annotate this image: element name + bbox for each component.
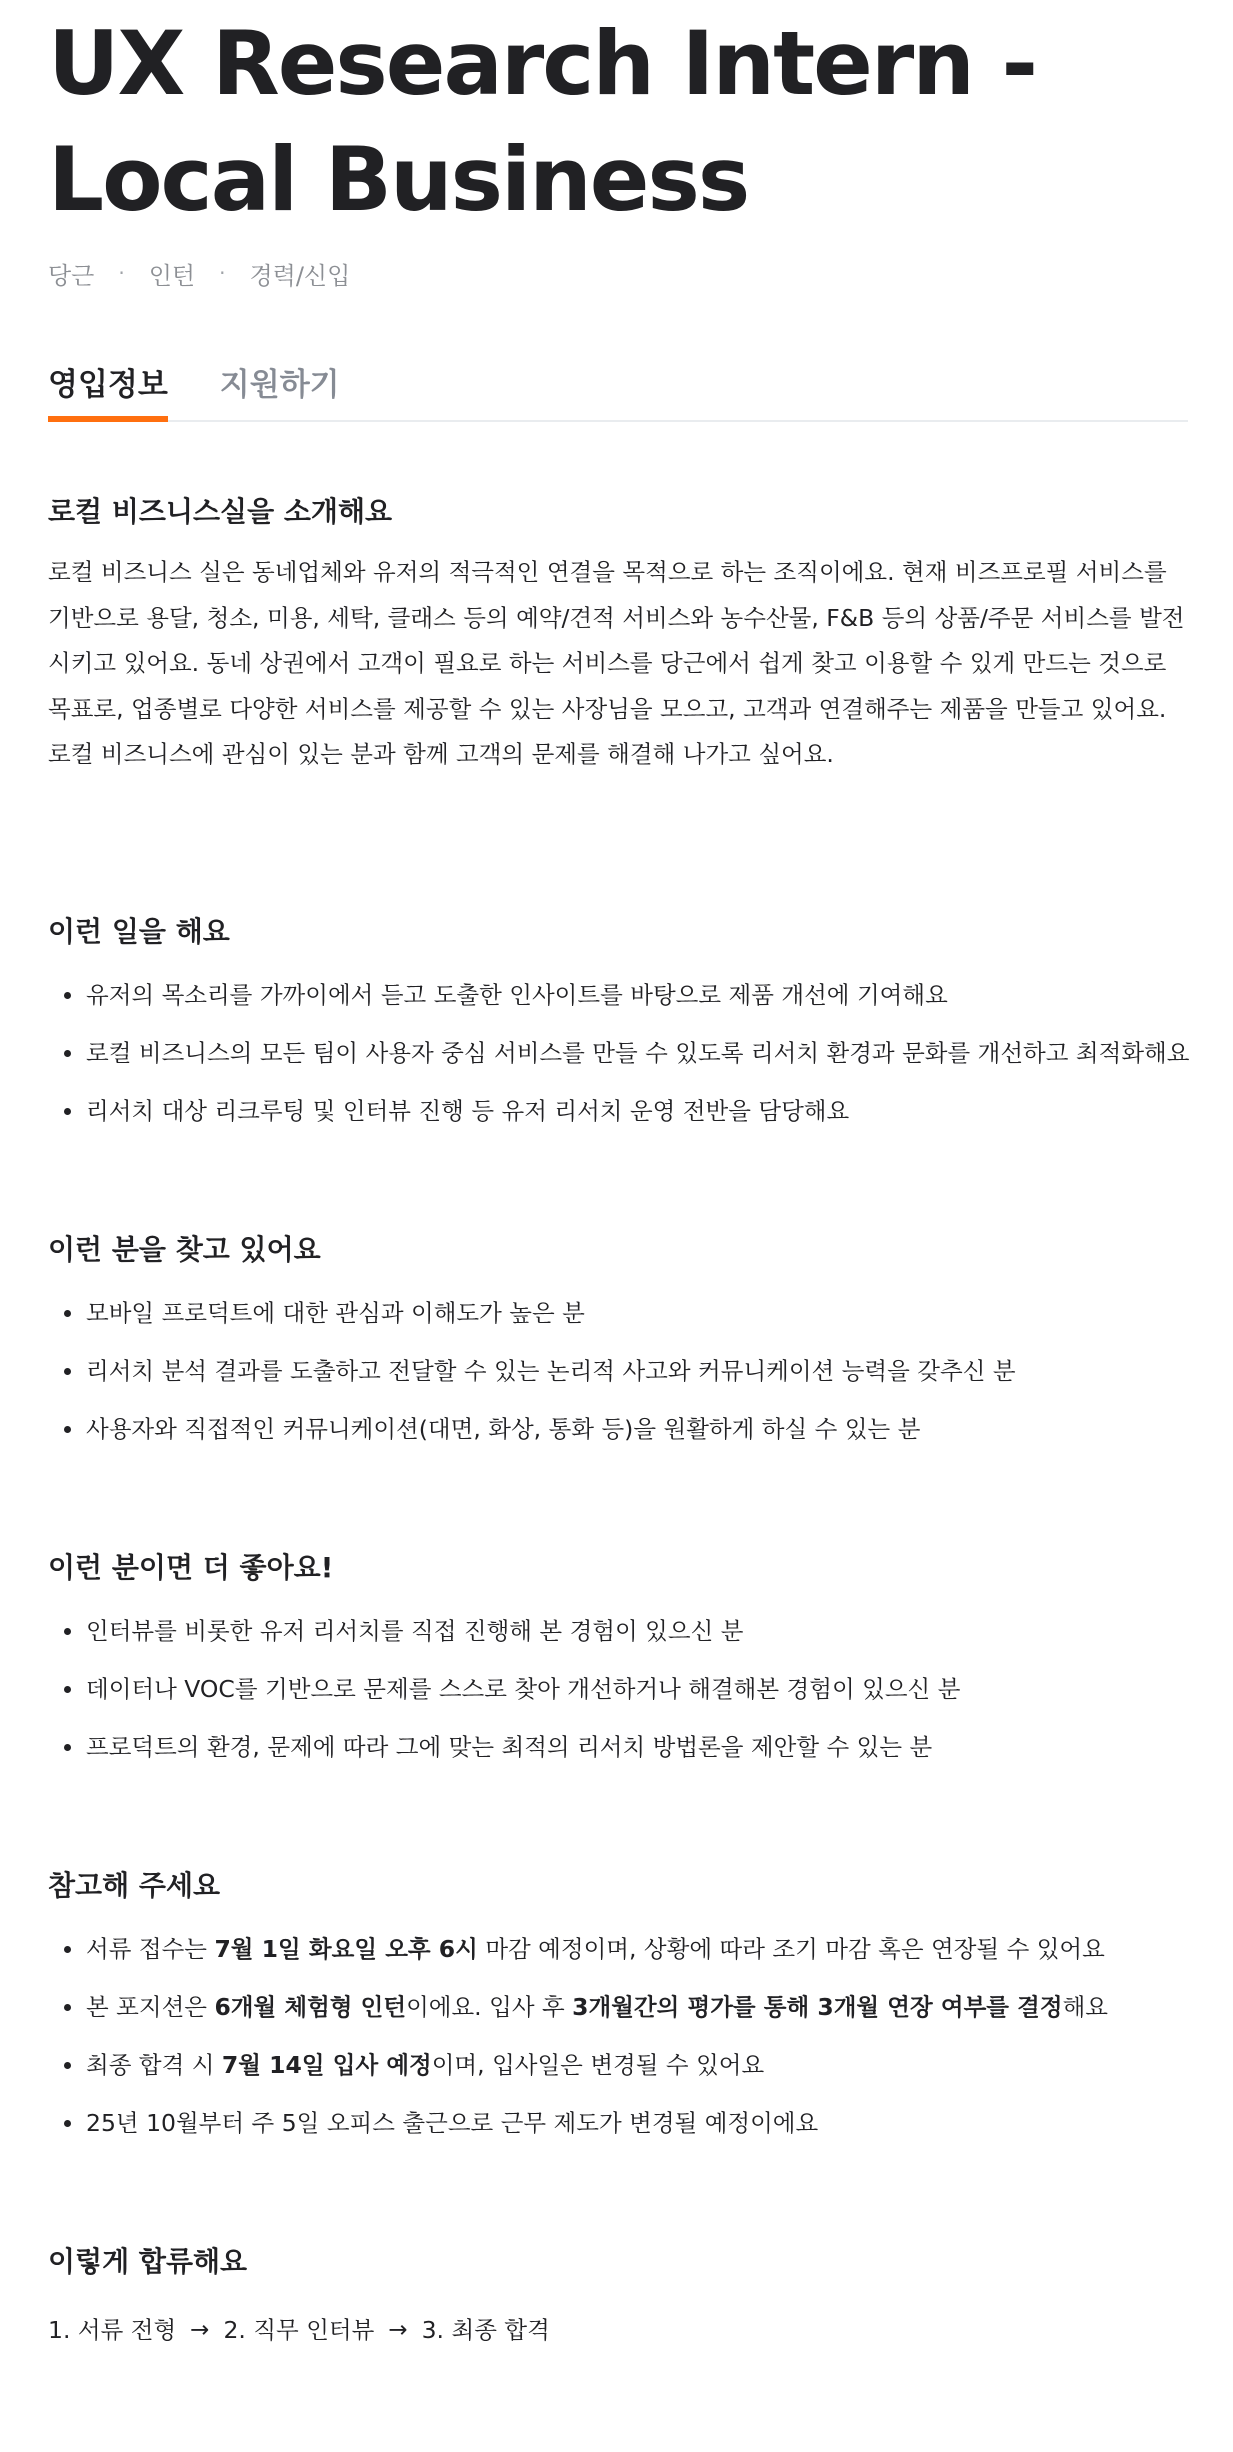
meta-separator: · (118, 261, 125, 285)
note-emphasis: 6개월 체험형 인턴 (214, 1992, 407, 2021)
process-section (48, 2242, 1185, 2350)
job-meta (48, 256, 1185, 290)
meta-company: 당근 (48, 261, 95, 290)
arrow-right-icon: → (388, 2316, 408, 2343)
notes-list (48, 1920, 1185, 2152)
requirements-list (48, 1284, 1185, 1458)
note-text: 본 포지션은 (86, 1992, 215, 2021)
note-text: 최종 합격 시 (86, 2050, 222, 2079)
notes-section (48, 1866, 1185, 2152)
list-item (86, 1978, 1185, 2036)
preferred-list (48, 1602, 1185, 1776)
intro-title: 로컬 비즈니스실을 소개해요 (48, 495, 393, 528)
list-item (86, 2036, 1185, 2094)
note-emphasis: 3개월간의 평가를 통해 3개월 연장 여부를 결정 (572, 1992, 1063, 2021)
list-item: 로컬 비즈니스의 모든 팀이 사용자 중심 서비스를 만들 수 있도록 리서치 환경과 문화를 개선하고 최적화해요 (86, 1024, 1185, 1082)
note-text: 서류 접수는 (86, 1934, 215, 1963)
arrow-right-icon: → (190, 2316, 210, 2343)
list-item: 모바일 프로덕트에 대한 관심과 이해도가 높은 분 (86, 1284, 1185, 1342)
requirements-section (48, 1230, 1185, 1458)
meta-separator: · (219, 261, 226, 285)
list-item: 데이터나 VOC를 기반으로 문제를 스스로 찾아 개선하거나 해결해본 경험이 있으신 분 (86, 1660, 1185, 1718)
job-title: UX Research Intern - Local Business (48, 12, 1037, 231)
process-step: 1. 서류 전형 (48, 2315, 177, 2344)
note-text: 마감 예정이며, 상황에 따라 조기 마감 혹은 연장될 수 있어요 (477, 1934, 1105, 1963)
notes-title: 참고해 주세요 (48, 1868, 221, 1902)
list-item: 리서치 대상 리크루팅 및 인터뷰 진행 등 유저 리서치 운영 전반을 담당해요 (86, 1082, 1185, 1140)
list-item: 프로덕트의 환경, 문제에 따라 그에 맞는 최적의 리서치 방법론을 제안할 수 있는 분 (86, 1718, 1185, 1776)
list-item: 인터뷰를 비롯한 유저 리서치를 직접 진행해 본 경험이 있으신 분 (86, 1602, 1185, 1660)
intro-body: 로컬 비즈니스 실은 동네업체와 유저의 적극적인 연결을 목적으로 하는 조직이에요. 현재 비즈프로필 서비스를 기반으로 용달, 청소, 미용, 세탁, 클래스 등의 예약/견적 서비스와 농수산물, F&B 등의 상품/주문 서비스를 발전시키고 있어요. 동네 상권에서 고객이 필요로 하는 서비스를 당근에서 쉽게 찾고 이용할 수 있게 만드는 것으로 목표로, 업종별로 다양한 서비스를 제공할 수 있는 사장님을 모으고, 고객과 연결해주는 제품을 만들고 있어요. 로컬 비즈니스에 관심이 있는 분과 함께 고객의 문제를 해결해 나가고 싶어요. (48, 558, 1185, 768)
meta-career-level: 경력/신입 (249, 261, 351, 290)
duties-list (48, 966, 1190, 1140)
duties-title: 이런 일을 해요 (48, 914, 230, 948)
list-item: 리서치 분석 결과를 도출하고 전달할 수 있는 논리적 사고와 커뮤니케이션 능력을 갖추신 분 (86, 1342, 1185, 1400)
list-item: 사용자와 직접적인 커뮤니케이션(대면, 화상, 통화 등)을 원활하게 하실 수 있는 분 (86, 1400, 1185, 1458)
hiring-process (48, 2310, 1185, 2350)
note-text: 25년 10월부터 주 5일 오피스 출근으로 근무 제도가 변경될 예정이에요 (86, 2108, 819, 2137)
tab-apply[interactable]: 지원하기 (219, 367, 340, 403)
requirements-title: 이런 분을 찾고 있어요 (48, 1232, 321, 1266)
process-title: 이렇게 합류해요 (48, 2244, 248, 2278)
meta-employment-type: 인턴 (148, 261, 196, 290)
tab-job-info[interactable]: 영입정보 (48, 362, 168, 420)
note-text: 이며, 입사일은 변경될 수 있어요 (431, 2050, 765, 2079)
note-emphasis: 7월 14일 입사 예정 (221, 2050, 432, 2079)
process-step: 2. 직무 인터뷰 (223, 2315, 375, 2344)
preferred-title: 이런 분이면 더 좋아요! (48, 1550, 334, 1584)
process-step: 3. 최종 합격 (421, 2315, 550, 2344)
preferred-section (48, 1548, 1185, 1776)
tab-bar (48, 362, 1188, 422)
list-item (86, 2094, 1185, 2152)
note-text: 이에요. 입사 후 (406, 1992, 573, 2021)
note-emphasis: 7월 1일 화요일 오후 6시 (214, 1934, 478, 1963)
note-text: 해요 (1062, 1992, 1108, 2021)
list-item (86, 1920, 1185, 1978)
intro-section (48, 492, 1185, 778)
list-item: 유저의 목소리를 가까이에서 듣고 도출한 인사이트를 바탕으로 제품 개선에 기여해요 (86, 966, 1185, 1024)
duties-section (48, 912, 1190, 1140)
